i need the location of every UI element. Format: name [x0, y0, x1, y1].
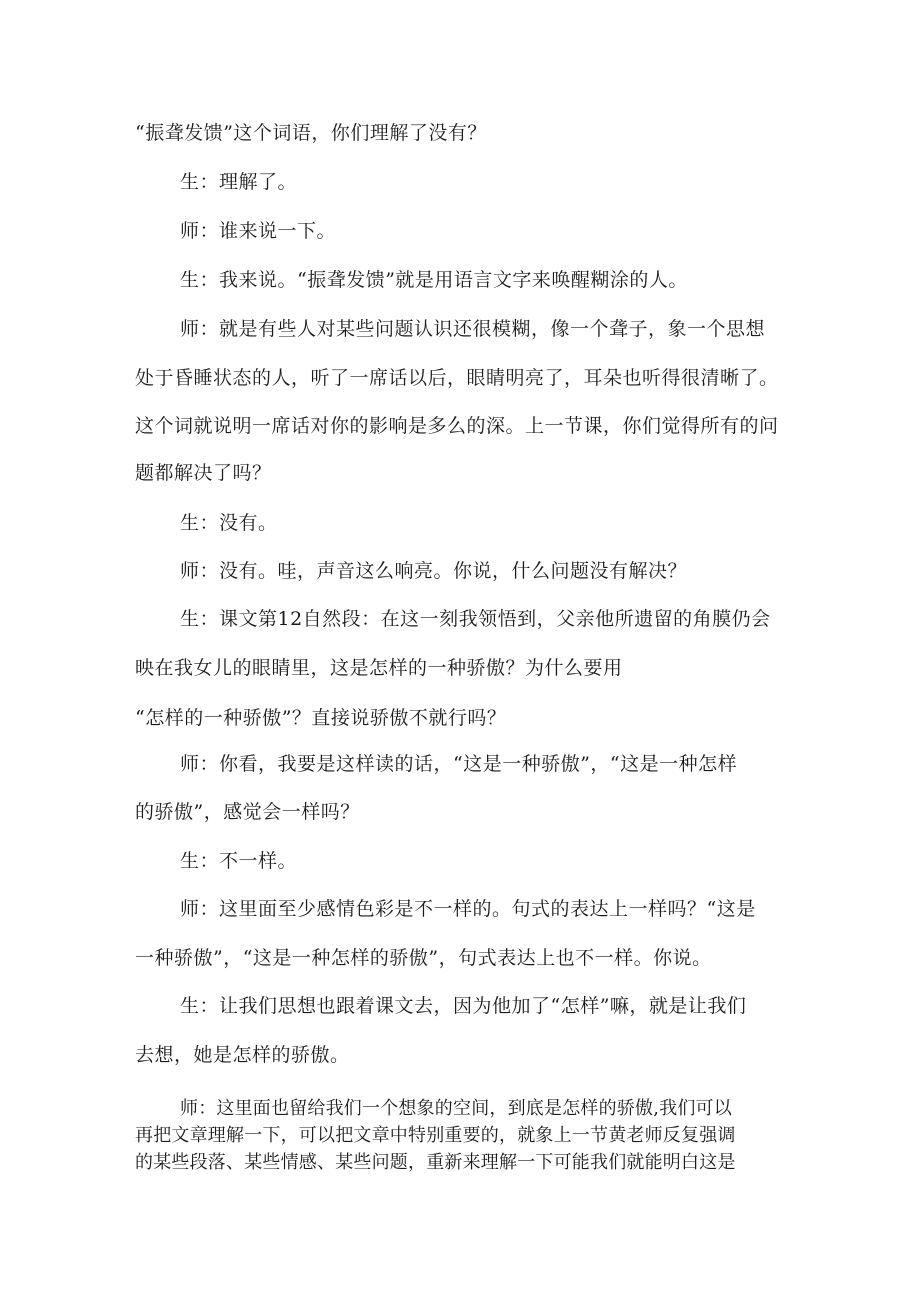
text-line: 的骄傲”，感觉会一样吗？: [135, 801, 360, 823]
text-line: 生：理解了。: [180, 171, 298, 193]
text-line: 的某些段落、某些情感、某些问题，重新来理解一下可能我们就能明白这是: [135, 1152, 736, 1173]
text-line: 处于昏睡状态的人，听了一席话以后，眼睛明亮了，耳朵也听得很清晰了。: [135, 367, 779, 389]
text-line: 一种骄傲”，“这是一种怎样的骄傲”，句式表达上也不一样。你说。: [135, 947, 712, 969]
text-line: 生：课文第12自然段：在这一刻我领悟到，父亲他所遗留的角膜仍会: [180, 608, 771, 630]
text-line: 生：没有。: [180, 512, 278, 534]
text-line: 师：这里面至少感情色彩是不一样的。句式的表达上一样吗？“这是: [180, 898, 756, 920]
text-line: “怎样的一种骄傲”？直接说骄傲不就行吗？: [135, 707, 507, 729]
text-line: 题都解决了吗？: [135, 462, 272, 484]
text-line: 生：我来说。“振聋发馈”就是用语言文字来唤醒糊涂的人。: [180, 269, 688, 291]
text-line: 生：不一样。: [180, 850, 298, 872]
text-line: 师：就是有些人对某些问题认识还很模糊，像一个聋子，象一个思想: [180, 318, 766, 340]
text-line: 再把文章理解一下，可以把文章中特别重要的，就象上一节黄老师反复强调: [135, 1125, 736, 1146]
text-line: 师：你看，我要是这样读的话，“这是一种骄傲”，“这是一种怎样: [180, 753, 738, 775]
text-line: 去想，她是怎样的骄傲。: [135, 1044, 350, 1066]
text-line: 生：让我们思想也跟着课文去，因为他加了“怎样”嘛，就是让我们: [180, 995, 747, 1017]
text-line: 师：谁来说一下。: [180, 220, 337, 242]
text-line: “振聋发馈”这个词语，你们理解了没有？: [135, 122, 487, 144]
text-line: 师：没有。哇，声音这么响亮。你说，什么问题没有解决？: [180, 560, 688, 582]
text-line: 这个词就说明一席话对你的影响是多么的深。上一节课，你们觉得所有的问: [135, 415, 779, 437]
text-line: 师：这里面也留给我们一个想象的空间，到底是怎样的骄傲,我们可以: [180, 1098, 732, 1119]
text-line: 映在我女儿的眼睛里，这是怎样的一种骄傲？为什么要用: [135, 657, 623, 679]
